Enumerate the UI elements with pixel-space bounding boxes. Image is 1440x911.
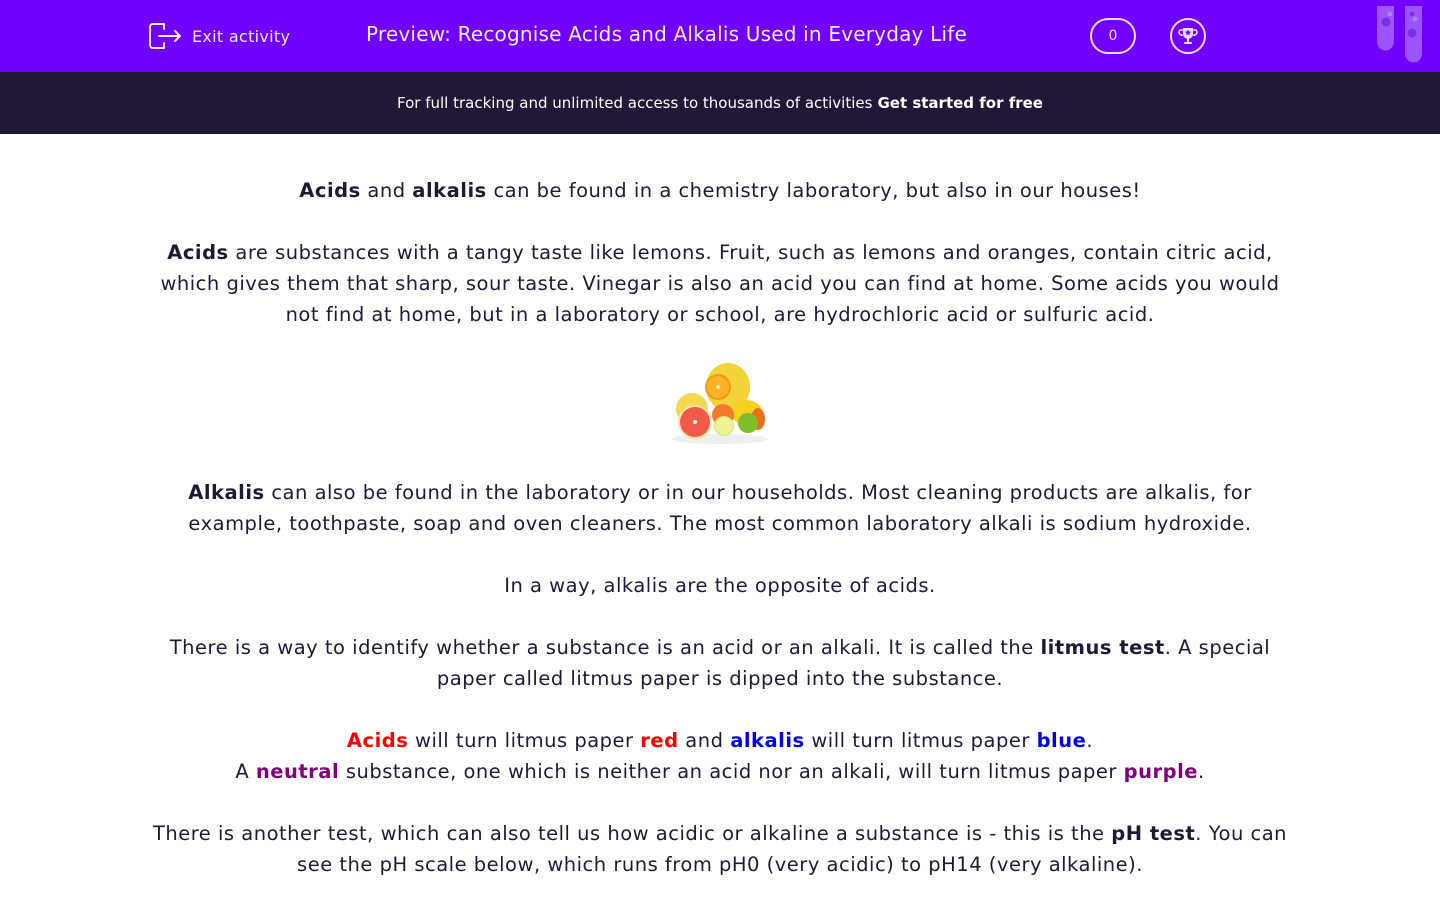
litmus-intro-paragraph (150, 632, 1290, 694)
top-bar (0, 0, 1440, 72)
exit-icon (148, 21, 182, 51)
term-blue: blue (1036, 729, 1087, 752)
text: There is another test, which can also tell us how acidic or alkaline a substance is - this is the (152, 822, 1112, 845)
ph-test-paragraph (150, 818, 1290, 880)
text: and (360, 179, 413, 202)
alkalis-paragraph (150, 477, 1290, 539)
term-red: red (640, 729, 679, 752)
text: A (235, 760, 256, 783)
text: can be found in a chemistry laboratory, but also in our houses! (486, 179, 1141, 202)
text: can also be found in the laboratory or in our households. Most cleaning products are alkalis, for example, toothpaste, soap and oven cleaners. The most common laboratory alkali is sodium hydroxide. (188, 481, 1252, 535)
term-purple: purple (1123, 760, 1198, 783)
text: are substances with a tangy taste like lemons. Fruit, such as lemons and oranges, contain citric acid, which gives them that sharp, sour taste. Vinegar is also an acid you can find at home. Some acids you would not find at home, but in a laboratory or school, are hydrochloric acid or sulfuric acid. (160, 241, 1280, 326)
text: There is a way to identify whether a substance is an acid or an alkali. It is called the (169, 636, 1041, 659)
trophy-button[interactable] (1170, 18, 1206, 54)
citrus-fruit-image (150, 357, 1290, 449)
term-ph-test: pH test (1111, 822, 1196, 845)
text: will turn litmus paper (804, 729, 1037, 752)
text: and (678, 729, 731, 752)
term-acids: Acids (299, 179, 361, 202)
score-counter (1090, 18, 1136, 54)
exit-activity-button[interactable] (148, 20, 290, 52)
acids-paragraph (150, 237, 1290, 330)
term-alkalis: alkalis (412, 179, 487, 202)
text: . (1086, 729, 1094, 752)
test-tubes-icon (1376, 6, 1424, 64)
text: will turn litmus paper (408, 729, 641, 752)
lesson-content (150, 175, 1290, 911)
promo-banner (0, 72, 1440, 134)
page-title: Preview: Recognise Acids and Alkalis Used in Everyday Life (366, 22, 967, 46)
text: . (1197, 760, 1205, 783)
term-acids-red: Acids (346, 729, 409, 752)
exit-activity-label: Exit activity (192, 26, 291, 46)
term-acids: Acids (167, 241, 229, 264)
text: . A special paper called litmus paper is dipped into the substance. (436, 636, 1271, 690)
opposite-paragraph: In a way, alkalis are the opposite of acids. (504, 574, 936, 597)
term-alkalis-blue: alkalis (730, 729, 805, 752)
text: substance, one which is neither an acid nor an alkali, will turn litmus paper (339, 760, 1124, 783)
citrus-fruit-illustration (665, 357, 775, 449)
term-neutral: neutral (255, 760, 340, 783)
score-value: 0 (1108, 28, 1118, 44)
trophy-icon (1178, 26, 1198, 46)
text: . You can see the pH scale below, which runs from pH0 (very acidic) to pH14 (very alkaline). (297, 822, 1288, 876)
term-alkalis: Alkalis (188, 481, 265, 504)
intro-paragraph (150, 175, 1290, 206)
get-started-link[interactable]: Get started for free (877, 94, 1043, 112)
litmus-colors-paragraph (150, 725, 1290, 787)
term-litmus-test: litmus test (1040, 636, 1165, 659)
promo-text: For full tracking and unlimited access to thousands of activities (397, 94, 873, 112)
